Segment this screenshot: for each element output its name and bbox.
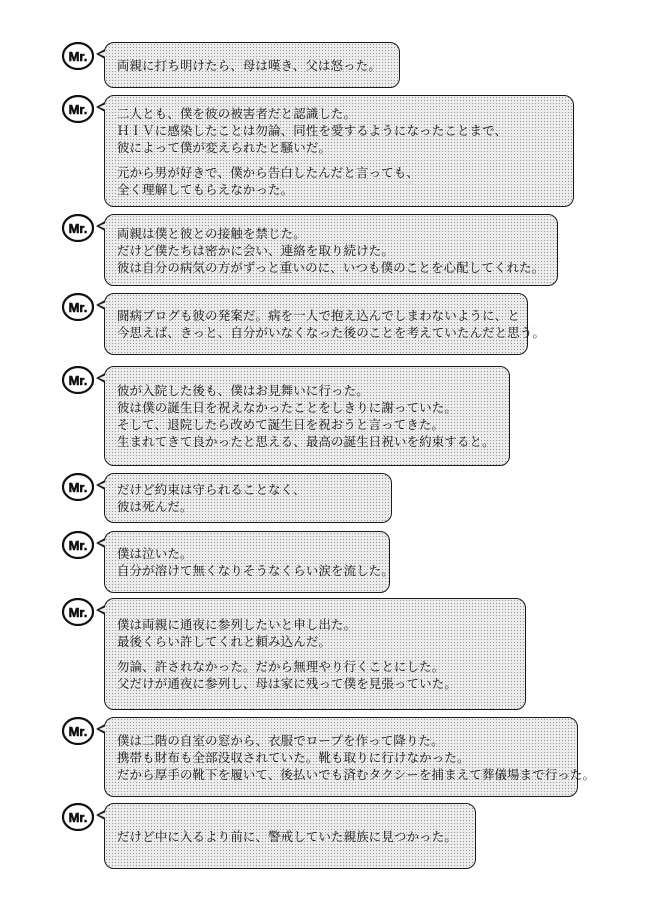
speaker-label: Mr. (68, 480, 88, 495)
message-text (117, 810, 465, 862)
message-line: 今思えば、きっと、自分がいなくなった後のことを考えていたんだと思う。 (117, 325, 546, 340)
message-text (117, 49, 389, 81)
speaker-avatar (62, 366, 94, 394)
message-text (117, 300, 546, 348)
speaker-label: Mr. (68, 605, 88, 620)
message-line: だけど約束は守られることなく、 (117, 482, 306, 497)
speech-bubble (104, 531, 394, 593)
message-line: 両親は僕と彼との接触を禁じた。 (117, 225, 306, 241)
speech-bubble (104, 42, 400, 88)
speaker-avatar (62, 803, 94, 831)
message-line: 僕は泣いた。 (117, 546, 193, 561)
message-text (117, 480, 381, 516)
message-line: 闘病ブログも彼の発案だ。病を一人で抱え込んでしまわないように、と (117, 308, 520, 323)
speech-bubble (104, 803, 476, 869)
speech-bubble (104, 717, 596, 797)
message-line: ＨＩＶに感染したことは勿論、同性を愛するようになったことまで、 (117, 122, 508, 138)
speaker-label: Mr. (68, 300, 88, 315)
speech-bubble (104, 95, 574, 207)
message-text (117, 724, 596, 790)
speech-bubble (104, 366, 510, 466)
message-line: 両親に打ち明けたら、母は嘆き、父は怒った。 (117, 57, 381, 73)
message-line: 僕は両親に通夜に参列したいと申し出た。 (117, 617, 357, 632)
message-line: 勿論、許されなかった。だから無理やり行くことにした。 (117, 659, 445, 674)
message-line: 彼は自分の病気の方がずっと重いのに、いつも僕のことを心配してくれた。 (117, 259, 545, 275)
message-line: 二人とも、僕を彼の被害者だと認識した。 (117, 105, 357, 121)
speaker-label: Mr. (68, 373, 88, 388)
message-text (117, 221, 547, 279)
speaker-avatar (62, 598, 94, 626)
message-line: 最後くらい許してくれと頼み込んだ。 (117, 634, 332, 649)
message-line: 彼によって僕が変えられたと騒いだ。 (117, 139, 332, 155)
message-line: だけど僕たちは密かに会い、連絡を取り続けた。 (117, 242, 394, 258)
message-line: 父だけが通夜に参列し、母は家に残って僕を見張っていた。 (117, 676, 457, 691)
speaker-avatar (62, 473, 94, 501)
message-line: だけど中に入るより前に、警戒していた親族に見つかった。 (117, 828, 457, 844)
speaker-avatar (62, 95, 94, 123)
message-line: だから厚手の靴下を履いて、後払いでも済むタクシーを捕まえて葬儀場まで行った。 (117, 766, 596, 782)
message-line: 僕は二階の自室の窓から、衣服でロープを作って降りた。 (117, 732, 444, 748)
message-line: 彼は死んだ。 (117, 499, 193, 514)
speech-bubble (104, 293, 546, 355)
message-line: そして、退院したら改めて誕生日を祝おうと言ってきた。 (117, 417, 445, 432)
message-line: 元から男が好きで、僕から告白したんだと言っても、 (117, 164, 419, 180)
speaker-label: Mr. (68, 49, 88, 64)
speaker-avatar (62, 214, 94, 242)
message-text (117, 605, 515, 703)
message-line: 彼が入院した後も、僕はお見舞いに行った。 (117, 383, 369, 398)
message-line: 生まれてきて良かったと思える、最高の誕生日祝いを約束すると。 (117, 434, 495, 449)
message-line: 全く理解してもらえなかった。 (117, 181, 294, 197)
speaker-avatar (62, 531, 94, 559)
speaker-avatar (62, 42, 94, 70)
message-line: 携帯も財布も全部没収されていた。靴も取りに行けなかった。 (117, 749, 470, 765)
message-text (117, 102, 563, 200)
speech-bubble (104, 473, 392, 523)
speaker-label: Mr. (68, 538, 88, 553)
message-text (117, 538, 394, 586)
speaker-label: Mr. (68, 810, 88, 825)
speaker-label: Mr. (68, 724, 88, 739)
speaker-label: Mr. (68, 221, 88, 236)
speaker-avatar (62, 293, 94, 321)
message-line: 彼は僕の誕生日を祝えなかったことをしきりに謝っていた。 (117, 400, 457, 415)
speech-bubble (104, 214, 558, 286)
speech-bubble (104, 598, 526, 710)
message-text (117, 373, 499, 459)
message-line: 自分が溶けて無くなりそうなくらい涙を流した。 (117, 563, 394, 578)
speaker-avatar (62, 717, 94, 745)
speaker-label: Mr. (68, 102, 88, 117)
